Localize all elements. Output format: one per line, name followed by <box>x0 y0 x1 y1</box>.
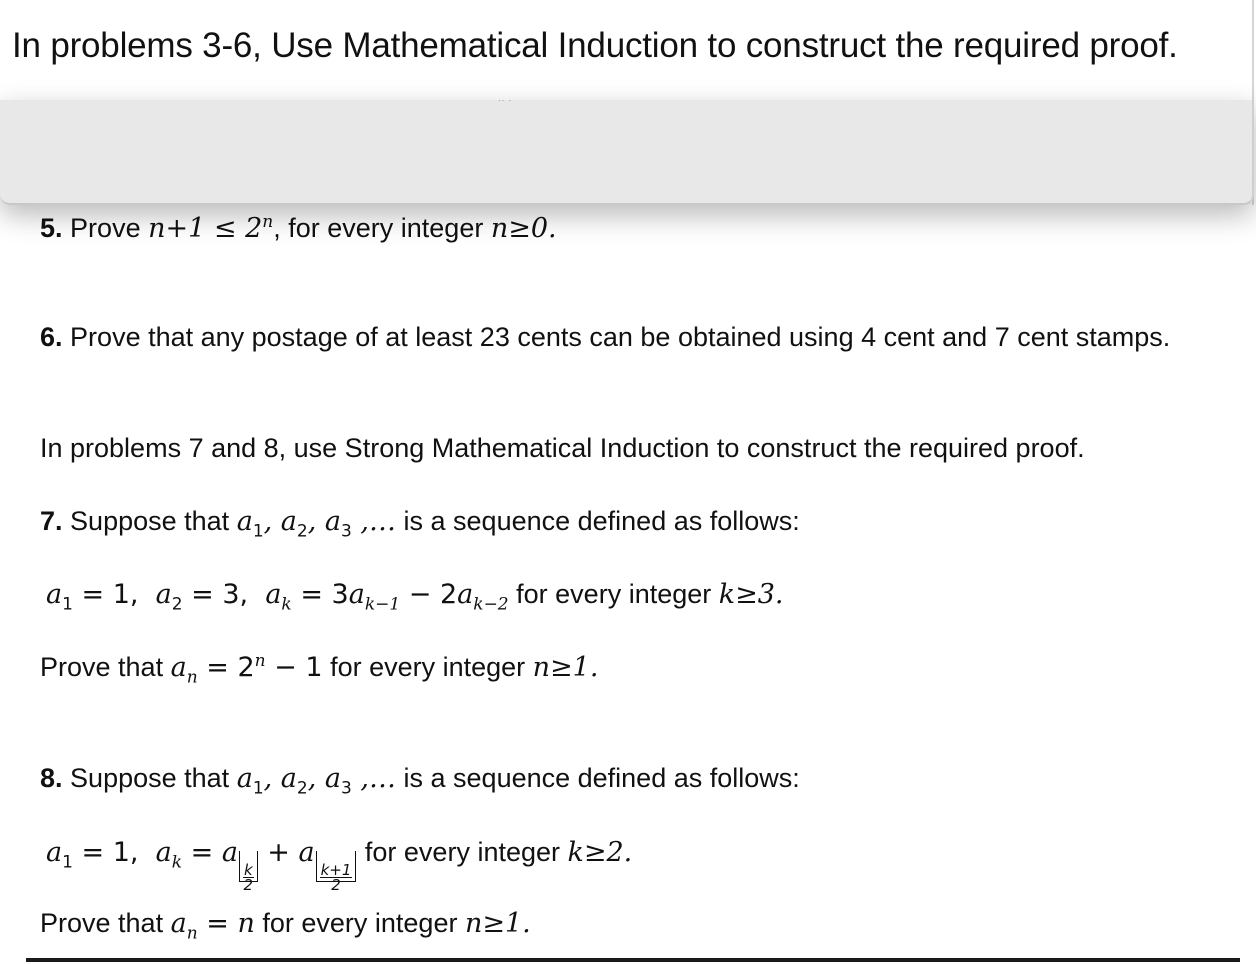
recurrence-expression: $a_1 = 1$, $a_2 = 3$, $a_k = 3a_{k-1} - 2a_{k-2}$ <box>46 579 509 615</box>
problem-text: Prove that <box>40 908 164 938</box>
math-condition: k≥2. <box>567 837 633 868</box>
problem-text: is a sequence defined as follows: <box>403 763 800 793</box>
problem-text: , for every integer <box>273 213 484 243</box>
problem-text: Suppose that <box>70 763 230 793</box>
section-intro: In problems 7 and 8, use Strong Mathematical Induction to construct the required proof. <box>40 433 1085 463</box>
goal-expression: $a_n = 2^n - 1$ <box>170 651 323 688</box>
problem-number: 7. <box>40 506 63 536</box>
problem-text: for every integer <box>364 837 560 867</box>
math-condition: n≥1. <box>532 652 599 683</box>
problem-text: for every integer <box>516 579 712 609</box>
bottom-rule <box>26 958 1240 962</box>
overlay-panel <box>0 100 1254 205</box>
sequence-expression: $a_1$, $a_2$, $a_3$ ,… <box>236 506 396 542</box>
problem-text: for every integer <box>330 652 526 682</box>
problem-text: Prove <box>70 213 141 243</box>
problem-text: for every integer <box>262 908 458 938</box>
problem-number: 6. <box>40 322 63 352</box>
problem-6 <box>40 322 1170 353</box>
math-condition: n≥0. <box>490 213 557 244</box>
problem-8-goal <box>40 908 531 944</box>
problem-8-definition <box>46 837 633 894</box>
problem-5 <box>40 213 557 244</box>
math-condition: k≥3. <box>718 579 784 610</box>
problem-text: Suppose that <box>70 506 230 536</box>
recurrence-expression: $a_1 = 1$, $a_k = a$ $\frac{k}{2}$ + a $\frac{k+1}{2}$ <box>46 837 357 868</box>
problem-text: Prove that <box>40 652 164 682</box>
floor-bracket: $\frac{k+1}{2}$ <box>316 851 357 882</box>
document-body <box>26 205 1240 960</box>
header-bar <box>0 0 1256 100</box>
goal-expression: $a_n = n$ <box>170 908 255 944</box>
math-expression: $n+1 \le 2^n$ <box>148 212 274 244</box>
problem-number: 8. <box>40 763 63 793</box>
problem-text: is a sequence defined as follows: <box>403 506 800 536</box>
floor-bracket: $\frac{k}{2}$ <box>239 851 258 882</box>
problem-7-definition <box>46 579 784 615</box>
problem-text: Prove that any postage of at least 23 cents can be obtained using 4 cent and 7 cent stamps. <box>70 322 1171 352</box>
sequence-expression: $a_1$, $a_2$, $a_3$ ,… <box>236 763 396 799</box>
clipped-text-fragment: ·· · <box>498 96 513 105</box>
problem-number: 5. <box>40 213 63 243</box>
problem-7-goal <box>40 651 599 688</box>
page-title: In problems 3-6, Use Mathematical Induction to construct the required proof. <box>12 26 1178 65</box>
problem-7 <box>40 506 800 542</box>
problem-8 <box>40 763 800 799</box>
math-condition: n≥1. <box>464 908 531 939</box>
